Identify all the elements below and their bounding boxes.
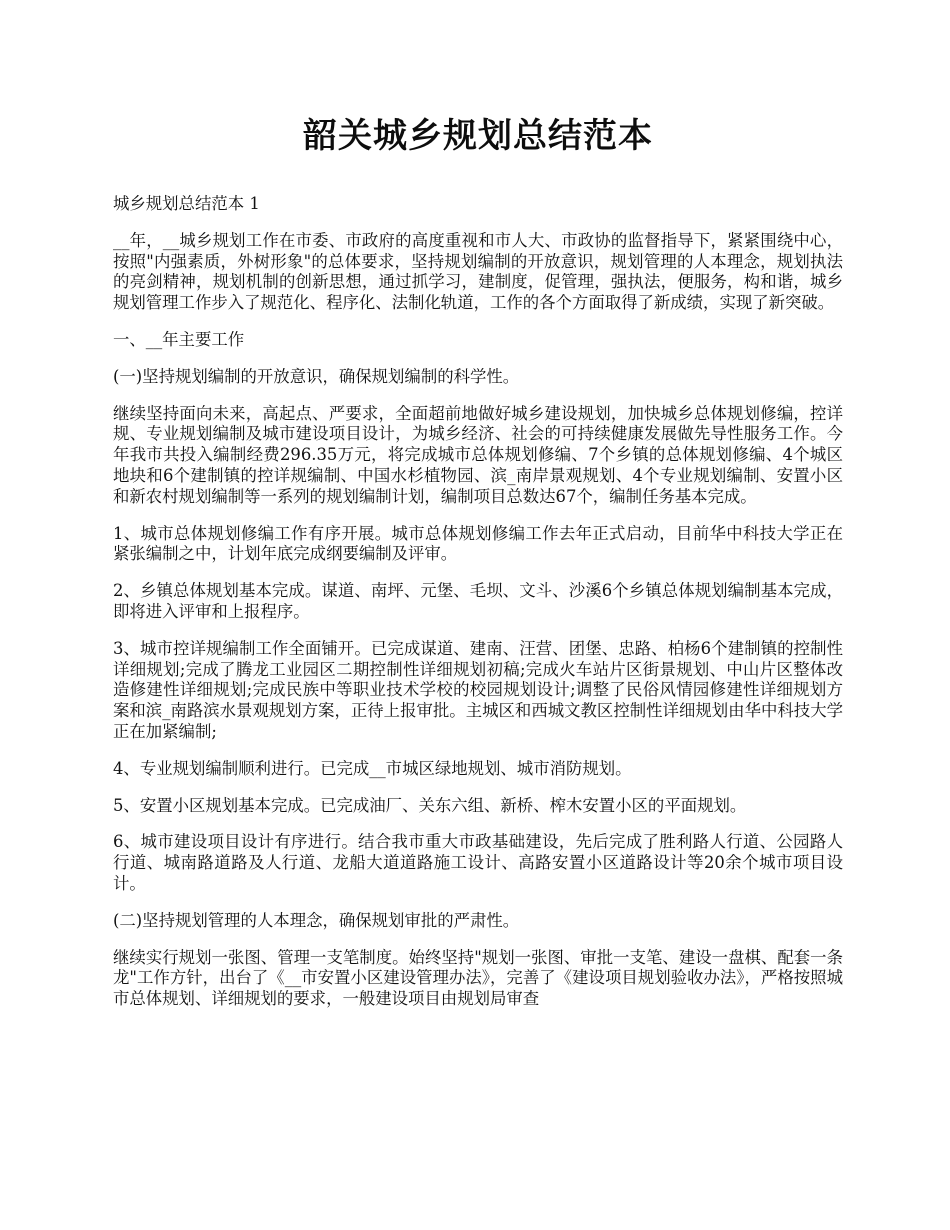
paragraph-item-4: 4、专业规划编制顺利进行。已完成__市城区绿地规划、城市消防规划。 bbox=[113, 758, 632, 778]
paragraph-item-2: 2、乡镇总体规划基本完成。谋道、南坪、元堡、毛坝、文斗、沙溪6个乡镇总体规划编制基本完成，即将进入评审和上报程序。 bbox=[113, 581, 843, 621]
document-title: 韶关城乡规划总结范本 bbox=[303, 116, 653, 156]
paragraph-planning-overview: 继续坚持面向未来，高起点、严要求，全面超前地做好城乡建设规划，加快城乡总体规划修编，控详规、专业规划编制及城市建设项目设计，为城乡经济、社会的可持续健康发展做先导性服务工作。今年我市共投入编制经费296.35万元，将完成城市总体规划修编、7个乡镇的总体规划修编、4个城区地块和6个建制镇的控详规编制、中国水杉植物园、滨_南岸景观规划、4个专业规划编制、安置小区和新农村规划编制等一系列的规划编制计划，编制项目总数达67个，编制任务基本完成。 bbox=[113, 403, 843, 506]
paragraph-item-5: 5、安置小区规划基本完成。已完成油厂、关东六组、新桥、榨木安置小区的平面规划。 bbox=[113, 795, 747, 815]
document-page bbox=[113, 112, 843, 1026]
paragraph-item-1: 1、城市总体规划修编工作有序开展。城市总体规划修编工作去年正式启动，目前华中科技大学正在紧张编制之中，计划年底完成纲要编制及评审。 bbox=[113, 523, 843, 564]
paragraph-intro: __年，__城乡规划工作在市委、市政府的高度重视和市人大、市政协的监督指导下，紧紧围绕中心，按照"内强素质，外树形象"的总体要求，坚持规划编制的开放意识，规划管理的人本理念，规划执法的亮剑精神，规划机制的创新思想，通过抓学习，建制度，促管理，强执法，便服务，构和谐，城乡规划管理工作步入了规范化、程序化、法制化轨道，工作的各个方面取得了新成绩，实现了新突破。 bbox=[113, 230, 843, 313]
paragraph-item-3: 3、城市控详规编制工作全面铺开。已完成谋道、建南、汪营、团堡、忠路、柏杨6个建制镇的控制性详细规划;完成了腾龙工业园区二期控制性详细规划初稿;完成火车站片区街景规划、中山片区整体改造修建性详细规划;完成民族中等职业技术学校的校园规划设计;调整了民俗风情园修建性详细规划方案和滨_南路滨水景观规划方案，正待上报审批。主城区和西城文教区控制性详细规划由华中科技大学正在加紧编制; bbox=[113, 638, 843, 741]
subsection-heading-1: (一)坚持规划编制的开放意识，确保规划编制的科学性。 bbox=[113, 366, 520, 386]
paragraph-management: 继续实行规划一张图、管理一支笔制度。始终坚持"规划一张图、审批一支笔、建设一盘棋、配套一条龙"工作方针，出台了《__市安置小区建设管理办法》，完善了《建设项目规划验收办法》，严格按照城市总体规划、详细规划的要求，一般建设项目由规划局审查 bbox=[113, 947, 843, 1009]
paragraph-item-6: 6、城市建设项目设计有序进行。结合我市重大市政基础建设，先后完成了胜利路人行道、公园路人行道、城南路道路及人行道、龙船大道道路施工设计、高路安置小区道路设计等20余个城市项目设计。 bbox=[113, 832, 843, 893]
section-heading-main-work: 一、__年主要工作 bbox=[113, 329, 245, 349]
subsection-heading-2: (二)坚持规划管理的人本理念，确保规划审批的严肃性。 bbox=[113, 910, 520, 930]
document-subtitle: 城乡规划总结范本 1 bbox=[113, 194, 260, 213]
